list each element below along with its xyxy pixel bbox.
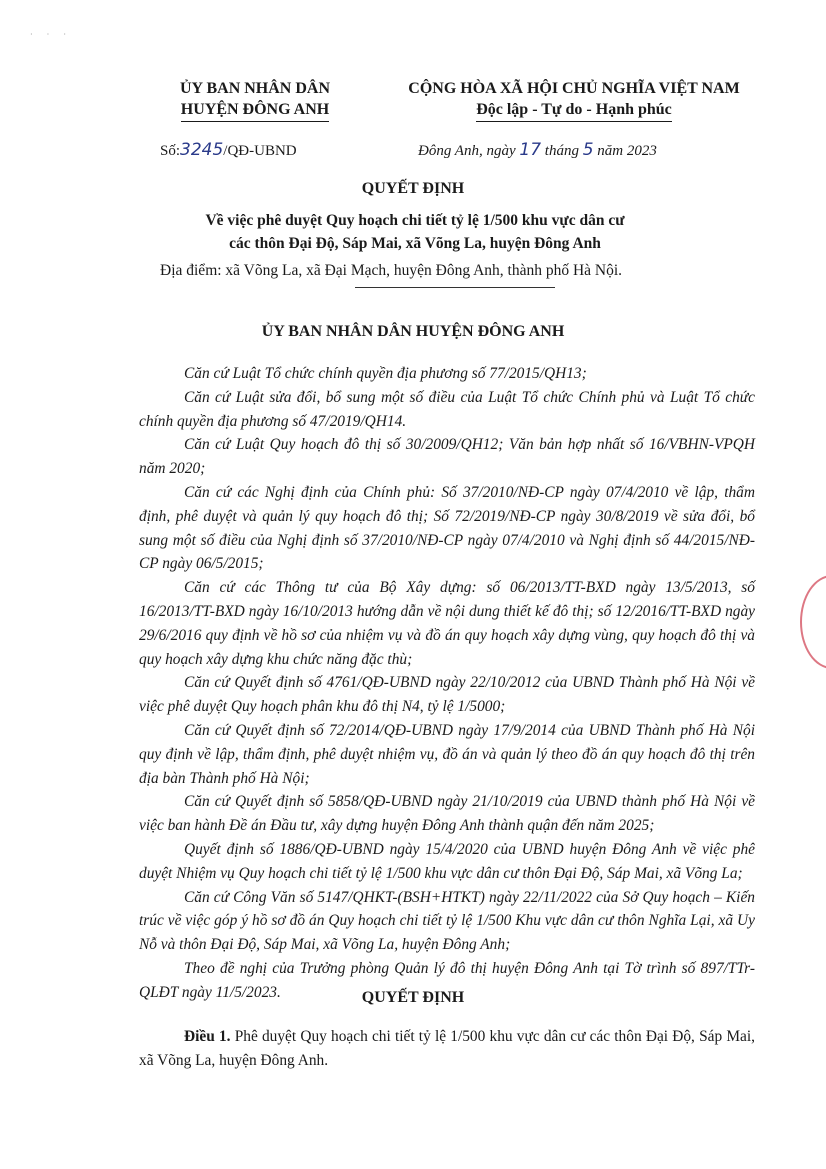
- basis-item: Căn cứ các Nghị định của Chính phủ: Số 37/2010/NĐ-CP ngày 07/4/2010 về lập, thẩm định, phê duyệt và quản lý quy hoạch đô thị; Số 72/2019/NĐ-CP ngày 30/8/2019 về sửa đổi, bổ sung một số điều của Nghị định số 37/2010/NĐ-CP ngày 07/4/2010 và Nghị định số 44/2015/NĐ-CP ngày 06/5/2015;: [139, 483, 755, 573]
- month-label: tháng: [544, 143, 579, 159]
- scan-specks: · · ·: [30, 30, 72, 39]
- basis-item: Căn cứ Quyết định số 4761/QĐ-UBND ngày 22/10/2012 của UBND Thành phố Hà Nội về việc phê duyệt Quy hoạch phân khu đô thị N4, tỷ lệ 1/5000;: [139, 674, 755, 716]
- so-suffix: /QĐ-UBND: [223, 143, 297, 159]
- document-subtitle: [120, 209, 710, 255]
- so-number-handwritten: 3245: [180, 140, 224, 160]
- national-header: [384, 78, 764, 122]
- divider-rule: [355, 287, 555, 288]
- red-seal-edge: [800, 575, 826, 669]
- agency-line2: HUYỆN ĐÔNG ANH: [181, 99, 329, 122]
- location-line: Địa điểm: xã Võng La, xã Đại Mạch, huyện Đông Anh, thành phố Hà Nội.: [160, 262, 623, 279]
- basis-item: Theo đề nghị của Trưởng phòng Quản lý đô thị huyện Đông Anh tại Tờ trình số 897/TTr-QLĐT ngày 11/5/2023.: [139, 959, 755, 1001]
- date-prefix: Đông Anh, ngày: [418, 143, 516, 159]
- day-handwritten: 17: [519, 140, 542, 160]
- document-date: [418, 140, 657, 160]
- so-prefix: Số:: [160, 143, 181, 159]
- month-handwritten: 5: [582, 140, 594, 160]
- nation-motto: Độc lập - Tự do - Hạnh phúc: [476, 99, 672, 122]
- basis-item: Quyết định số 1886/QĐ-UBND ngày 15/4/2020 của UBND huyện Đông Anh về việc phê duyệt Nhiệm vụ Quy hoạch chi tiết tỷ lệ 1/500 khu vực dân cư thôn Đại Độ, Sáp Mai, xã Võng La;: [139, 840, 755, 882]
- issuing-authority: ỦY BAN NHÂN DÂN HUYỆN ĐÔNG ANH: [261, 323, 565, 340]
- decision-heading: QUYẾT ĐỊNH: [361, 989, 465, 1006]
- article-1-text: Phê duyệt Quy hoạch chi tiết tỷ lệ 1/500 khu vực dân cư các thôn Đại Độ, Sáp Mai, xã Võng La, huyện Đông Anh.: [139, 1028, 755, 1069]
- agency-line1: ỦY BAN NHÂN DÂN: [179, 80, 331, 97]
- basis-item: Căn cứ Luật Quy hoạch đô thị số 30/2009/QH12; Văn bản hợp nhất số 16/VBHN-VPQH năm 2020;: [139, 436, 755, 478]
- agency-header: [150, 78, 360, 122]
- basis-item: Căn cứ Quyết định số 5858/QĐ-UBND ngày 21/10/2019 của UBND thành phố Hà Nội về việc ban hành Đề án Đầu tư, xây dựng huyện Đông Anh thành quận đến năm 2025;: [139, 793, 755, 835]
- article-1-label: Điều 1.: [184, 1028, 231, 1045]
- document-number: [160, 140, 297, 160]
- basis-item: Căn cứ Luật sửa đổi, bổ sung một số điều của Luật Tổ chức Chính phủ và Luật Tổ chức chính quyền địa phương số 47/2019/QH14.: [139, 388, 755, 430]
- legal-basis: [139, 362, 755, 1005]
- nation-line1: CỘNG HÒA XÃ HỘI CHỦ NGHĨA VIỆT NAM: [408, 80, 740, 97]
- basis-item: Căn cứ Công Văn số 5147/QHKT-(BSH+HTKT) ngày 22/11/2022 của Sở Quy hoạch – Kiến trúc về việc góp ý hồ sơ đồ án Quy hoạch chi tiết tỷ lệ 1/500 Khu vực dân cư thôn Nghĩa Lại, xã Uy Nỗ và thôn Đại Độ, Sáp Mai, xã Võng La, huyện Đông Anh;: [139, 888, 755, 954]
- basis-item: Căn cứ Quyết định số 72/2014/QĐ-UBND ngày 17/9/2014 của UBND Thành phố Hà Nội quy định về lập, thẩm định, phê duyệt nhiệm vụ, đồ án và quản lý theo đồ án quy hoạch đô thị trên địa bàn Thành phố Hà Nội;: [139, 721, 755, 787]
- subtitle-line1: Về việc phê duyệt Quy hoạch chi tiết tỷ lệ 1/500 khu vực dân cư: [205, 212, 625, 229]
- subtitle-line2: các thôn Đại Độ, Sáp Mai, xã Võng La, huyện Đông Anh: [229, 235, 601, 252]
- year-label: năm 2023: [597, 143, 657, 159]
- basis-item: Căn cứ Luật Tổ chức chính quyền địa phương số 77/2015/QH13;: [184, 365, 587, 382]
- document-title: QUYẾT ĐỊNH: [361, 180, 465, 197]
- basis-item: Căn cứ các Thông tư của Bộ Xây dựng: số 06/2013/TT-BXD ngày 13/5/2013, số 16/2013/TT-BXD ngày 16/10/2013 hướng dẫn về nội dung thiết kế đô thị; số 12/2016/TT-BXD ngày 29/6/2016 quy định về hồ sơ của nhiệm vụ và đồ án quy hoạch xây dựng vùng, quy hoạch đô thị và quy hoạch xây dựng khu chức năng đặc thù;: [139, 579, 755, 668]
- article-1: [139, 1025, 755, 1073]
